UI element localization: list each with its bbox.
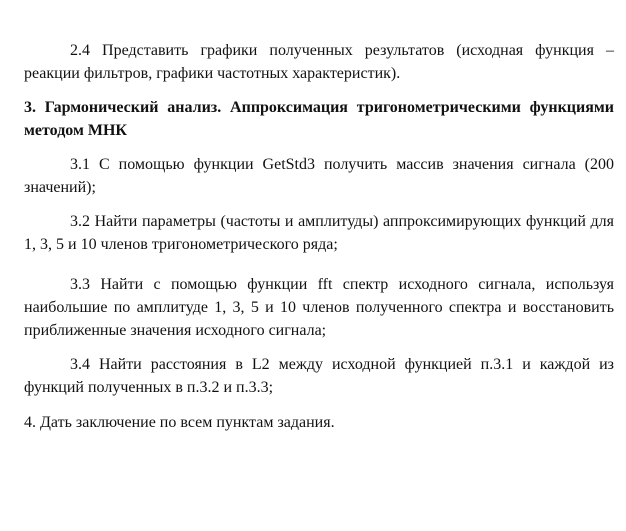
- paragraph-item-2-4: 2.4 Представить графики полученных результатов (исходная функция – реакции фильтров, графики частотных характеристик).: [24, 42, 614, 82]
- paragraph-item-3-2: 3.2 Найти параметры (частоты и амплитуды) аппроксимирующих функций для 1, 3, 5 и 10 членов тригонометрического ряда;: [24, 213, 614, 253]
- section-3-heading: 3. Гармонический анализ. Аппроксимация тригонометрическими функциями методом МНК: [24, 99, 614, 139]
- paragraph-item-3-3: 3.3 Найти с помощью функции fft спектр исходного сигнала, используя наибольшие по амплитуде 1, 3, 5 и 10 членов полученного спектра и восстановить приближенные значения исходного сигнала;: [24, 276, 614, 339]
- paragraph-item-4: 4. Дать заключение по всем пунктам задания.: [24, 414, 335, 431]
- paragraph-item-3-4: 3.4 Найти расстояния в L2 между исходной функцией п.3.1 и каждой из функций полученных в п.3.2 и п.3.3;: [24, 356, 614, 396]
- paragraph-item-3-1: 3.1 С помощью функции GetStd3 получить массив значения сигнала (200 значений);: [24, 156, 614, 196]
